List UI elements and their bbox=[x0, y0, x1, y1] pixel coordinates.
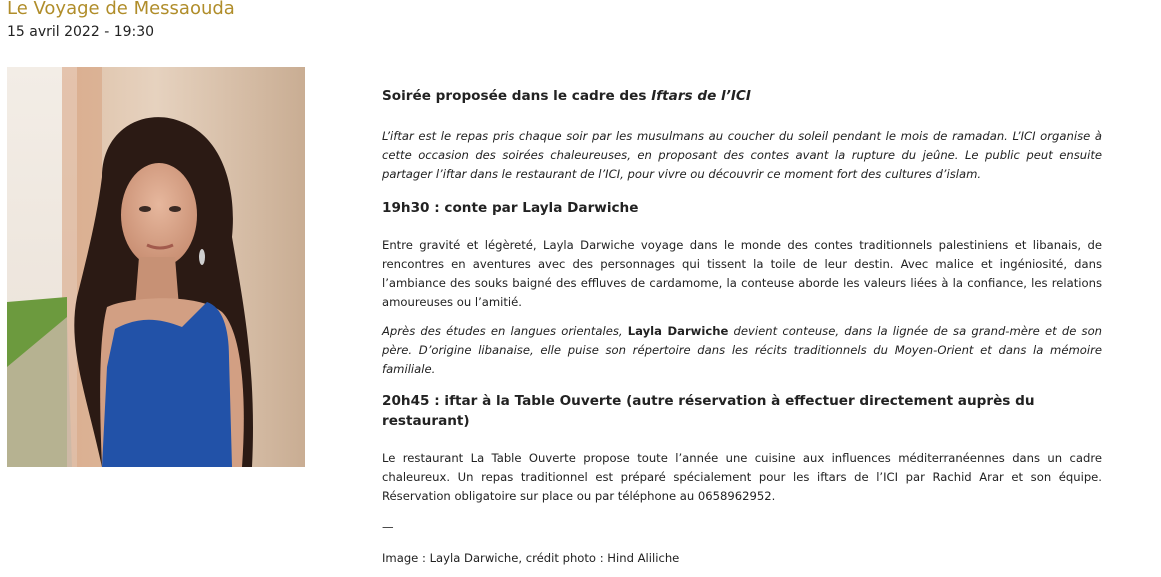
section1-paragraph: Entre gravité et légèreté, Layla Darwiche voyage dans le monde des contes traditionnels palestiniens et libanais, de rencontres en aventures avec des personnages qui tissent la toile de leur destin. Avec malice et ingéniosité, dans l’ambiance des souks baigné des effluves de cardamome, la conteuse aborde les valeurs liées à la confiance, les relations amoureuses ou l’amitié. bbox=[382, 238, 1102, 309]
separator: — bbox=[382, 520, 394, 534]
section1-heading: 19h30 : conte par Layla Darwiche bbox=[382, 200, 639, 216]
image-credit: Image : Layla Darwiche, crédit photo : Hind Aliliche bbox=[382, 551, 680, 565]
bio-paragraph: Après des études en langues orientales, Layla Darwiche devient conteuse, dans la lignée de sa grand-mère et de son père. D’origine libanaise, elle puise son répertoire dans les récits traditionnels du Moyen-Orient et dans la mémoire familiale. bbox=[382, 324, 1103, 376]
event-description bbox=[382, 86, 1102, 568]
intro-heading: Soirée proposée dans le cadre des Iftars de l’ICI bbox=[382, 88, 751, 104]
intro-paragraph: L’iftar est le repas pris chaque soir par les musulmans au coucher du soleil pendant le mois de ramadan. L’ICI organise à cette occasion des soirées chaleureuses, en proposant des contes avant la rupture du jeûne. Le public peut ensuite partager l’iftar dans le restaurant de l’ICI, pour vivre ou découvrir ce moment fort des cultures d’islam. bbox=[382, 129, 1102, 181]
event-title: Le Voyage de Messaouda bbox=[7, 0, 235, 19]
portrait-photo bbox=[7, 67, 305, 467]
section2-heading: 20h45 : iftar à la Table Ouverte (autre réservation à effectuer directement auprès du restaurant) bbox=[382, 393, 1035, 429]
event-date: 15 avril 2022 - 19:30 bbox=[7, 24, 155, 40]
bio-name: Layla Darwiche bbox=[627, 324, 729, 338]
section2-paragraph: Le restaurant La Table Ouverte propose toute l’année une cuisine aux influences méditerranéennes dans un cadre chaleureux. Un repas traditionnel est préparé spécialement pour les iftars de l’ICI par Rachid Arar et son équipe. Réservation obligatoire sur place ou par téléphone au 0658962952. bbox=[382, 451, 1102, 503]
